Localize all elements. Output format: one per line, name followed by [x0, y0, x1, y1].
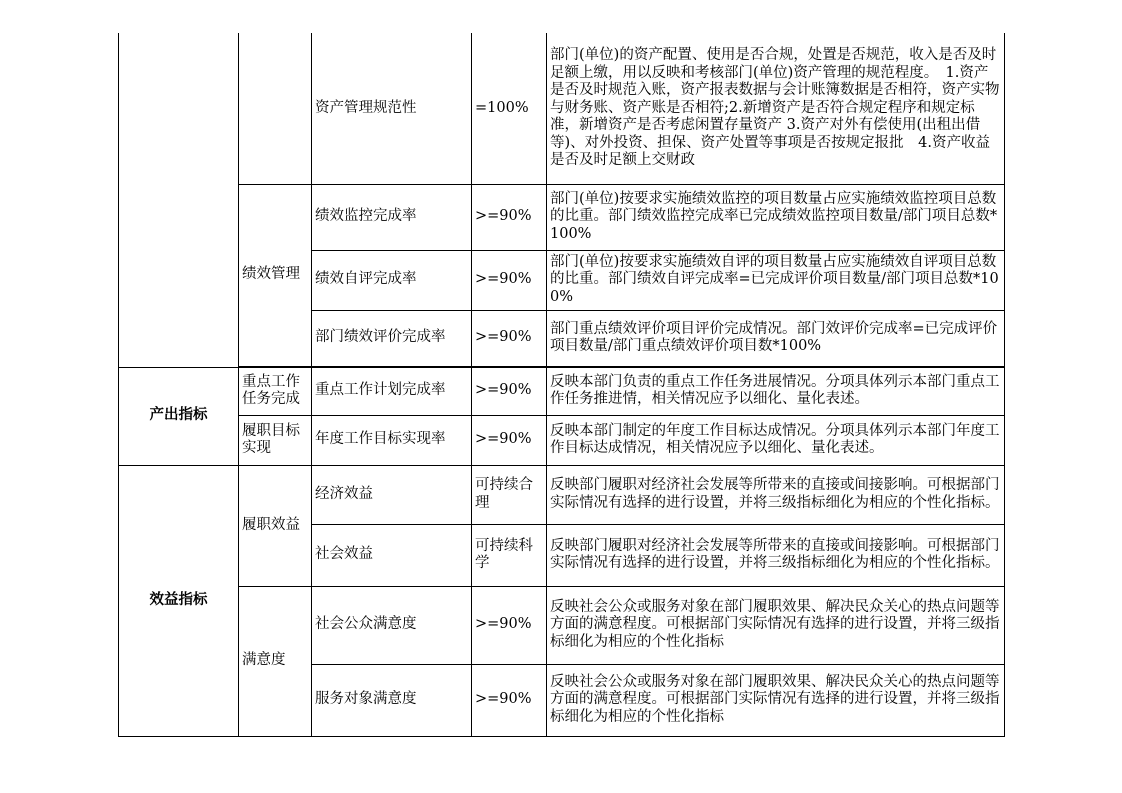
target-cell: >=90% — [472, 586, 547, 664]
indicator-cell: 社会公众满意度 — [312, 586, 472, 664]
target-cell: >=90% — [472, 367, 547, 415]
category-cell: 产出指标 — [119, 367, 239, 465]
indicator-cell: 年度工作目标实现率 — [312, 415, 472, 465]
category-cell: 效益指标 — [119, 465, 239, 736]
target-cell: >=90% — [472, 184, 547, 250]
category-cell-empty — [119, 33, 239, 367]
subcategory-cell-empty — [239, 33, 312, 184]
description-cell: 反映本部门制定的年度工作目标达成情况。分项具体列示本部门年度工作目标达成情况，相关情况应予以细化、量化表述。 — [547, 415, 1005, 465]
target-cell: >=90% — [472, 250, 547, 310]
table-row — [119, 367, 1005, 415]
indicator-cell: 社会效益 — [312, 524, 472, 586]
indicator-cell: 重点工作计划完成率 — [312, 367, 472, 415]
description-cell: 反映本部门负责的重点工作任务进展情况。分项具体列示本部门重点工作任务推进情，相关情况应予以细化、量化表述。 — [547, 367, 1005, 415]
indicator-cell: 服务对象满意度 — [312, 664, 472, 736]
target-cell: >=90% — [472, 415, 547, 465]
target-cell: 可持续合理 — [472, 465, 547, 524]
target-cell: >=90% — [472, 310, 547, 366]
table-row — [119, 415, 1005, 465]
target-cell: =100% — [472, 33, 547, 184]
description-cell: 部门重点绩效评价项目评价完成情况。部门效评价完成率=已完成评价项目数量/部门重点绩效评价项目数*100% — [547, 310, 1005, 366]
indicator-cell: 部门绩效评价完成率 — [312, 310, 472, 366]
indicator-cell: 绩效监控完成率 — [312, 184, 472, 250]
description-cell: 反映社会公众或服务对象在部门履职效果、解决民众关心的热点问题等方面的满意程度。可根据部门实际情况有选择的进行设置，并将三级指标细化为相应的个性化指标 — [547, 664, 1005, 736]
target-cell: 可持续科学 — [472, 524, 547, 586]
indicator-cell: 绩效自评完成率 — [312, 250, 472, 310]
subcategory-cell: 履职目标实现 — [239, 415, 312, 465]
description-cell: 部门(单位)按要求实施绩效监控的项目数量占应实施绩效监控项目总数的比重。部门绩效监控完成率已完成绩效监控项目数量/部门项目总数*100% — [547, 184, 1005, 250]
table-row — [119, 586, 1005, 664]
table-row — [119, 33, 1005, 184]
subcategory-cell: 满意度 — [239, 586, 312, 736]
description-cell: 部门(单位)按要求实施绩效自评的项目数量占应实施绩效自评项目总数的比重。部门绩效自评完成率=已完成评价项目数量/部门项目总数*100% — [547, 250, 1005, 310]
subcategory-cell: 重点工作任务完成 — [239, 367, 312, 415]
subcategory-cell: 绩效管理 — [239, 184, 312, 366]
description-cell: 反映部门履职对经济社会发展等所带来的直接或间接影响。可根据部门实际情况有选择的进行设置，并将三级指标细化为相应的个性化指标。 — [547, 465, 1005, 524]
subcategory-cell: 履职效益 — [239, 465, 312, 586]
table-row — [119, 465, 1005, 524]
target-cell: >=90% — [472, 664, 547, 736]
table-row — [119, 184, 1005, 250]
description-cell: 反映社会公众或服务对象在部门履职效果、解决民众关心的热点问题等方面的满意程度。可根据部门实际情况有选择的进行设置，并将三级指标细化为相应的个性化指标 — [547, 586, 1005, 664]
description-cell: 反映部门履职对经济社会发展等所带来的直接或间接影响。可根据部门实际情况有选择的进行设置，并将三级指标细化为相应的个性化指标。 — [547, 524, 1005, 586]
indicator-cell: 经济效益 — [312, 465, 472, 524]
indicator-table — [118, 33, 1005, 737]
indicator-cell: 资产管理规范性 — [312, 33, 472, 184]
description-cell: 部门(单位)的资产配置、使用是否合规，处置是否规范，收入是否及时足额上缴，用以反映和考核部门(单位)资产管理的规范程度。 1.资产是否及时规范入账，资产报表数据与会计账簿数据是否相符，资产实物与财务账、资产账是否相符;2.新增资产是否符合规定程序和规定标准，新增资产是否考虑闲置存量资产 3.资产对外有偿使用(出租出借等)、对外投资、担保、资产处置等事项是否按规定报批 4.资产收益是否及时足额上交财政 — [547, 33, 1005, 184]
